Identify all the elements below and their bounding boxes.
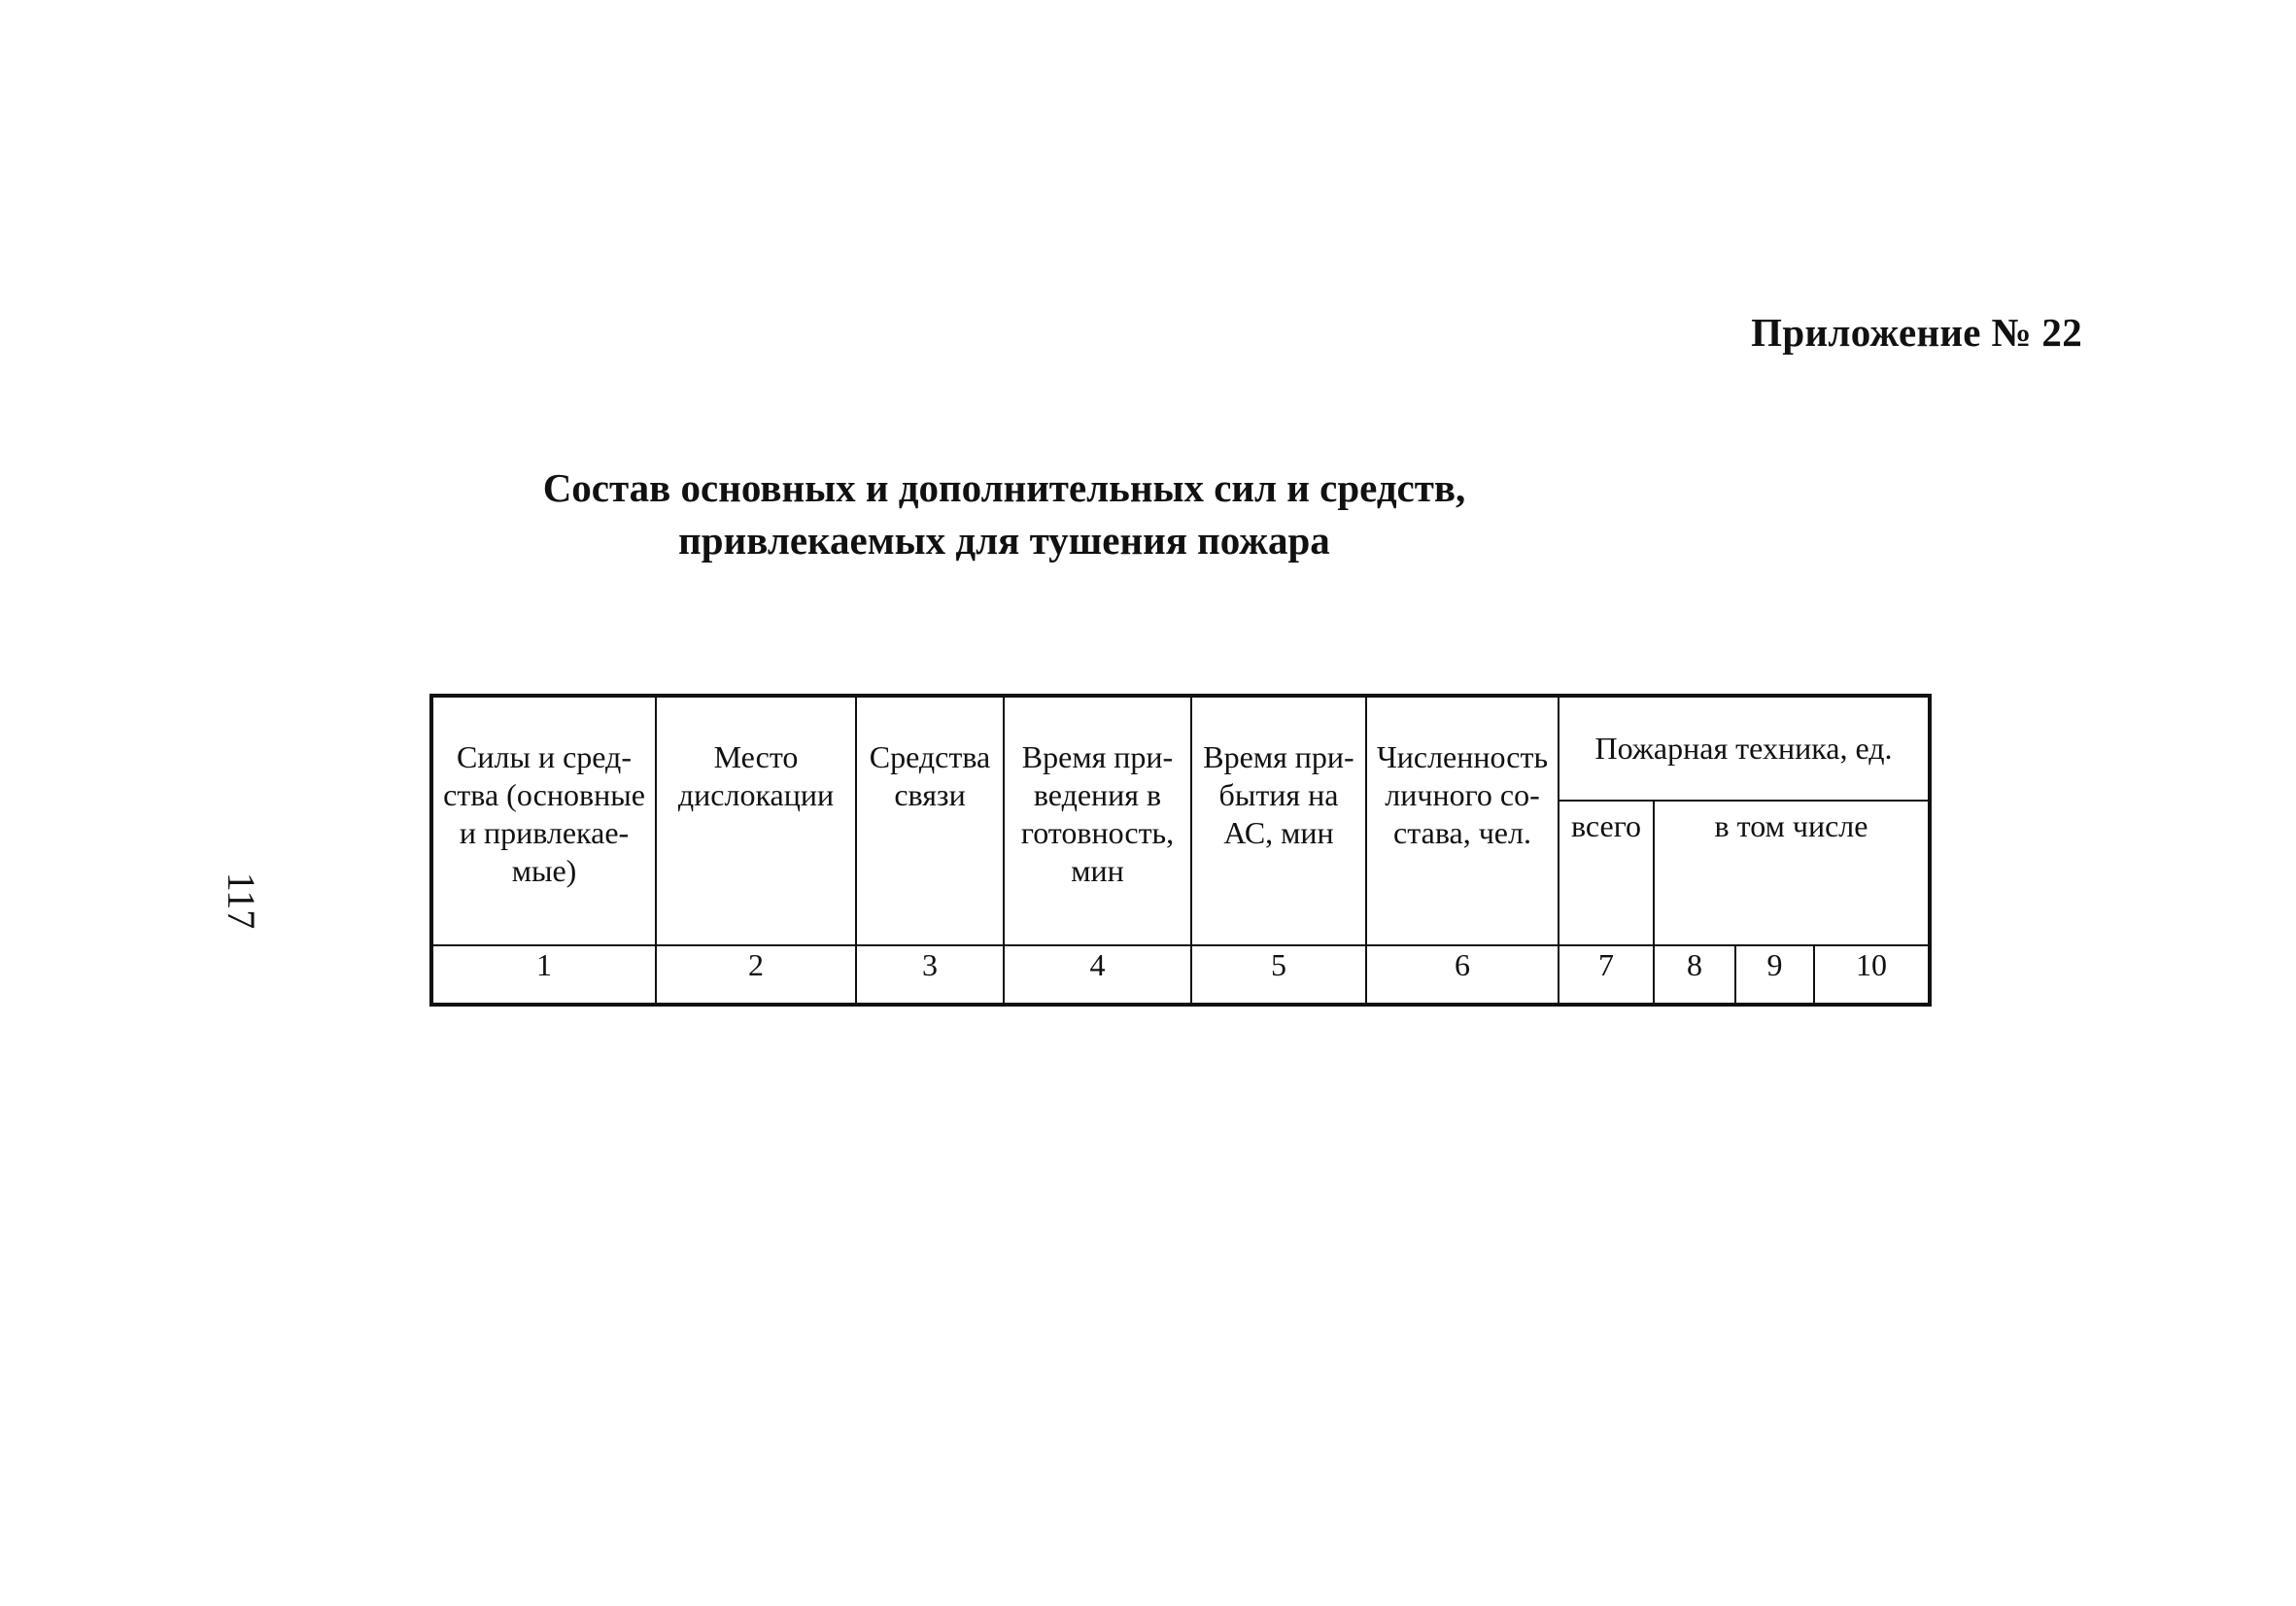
column-number: 1: [431, 945, 656, 1005]
column-number: 2: [656, 945, 856, 1005]
appendix-label: Приложение № 22: [1751, 310, 2082, 355]
header-total: всего: [1559, 801, 1654, 945]
forces-table: [429, 694, 1932, 1007]
header-location: Место дислокации: [656, 696, 856, 945]
column-number: 6: [1366, 945, 1559, 1005]
column-number: 7: [1559, 945, 1654, 1005]
header-fire-equipment: Пожарная техника, ед.: [1559, 696, 1930, 801]
column-number: 10: [1814, 945, 1930, 1005]
column-number: 9: [1735, 945, 1814, 1005]
column-number: 4: [1004, 945, 1191, 1005]
title-line-1: Состав основных и дополнительных сил и средств,: [542, 465, 1466, 510]
column-number: 5: [1191, 945, 1366, 1005]
title-line-2: привлекаемых для тушения пожара: [678, 518, 1330, 563]
header-personnel: Численность личного со- става, чел.: [1366, 696, 1559, 945]
page-number: 117: [220, 871, 263, 930]
header-communication: Средства связи: [856, 696, 1004, 945]
header-readiness-time: Время при- ведения в готовность, мин: [1004, 696, 1191, 945]
header-arrival-time: Время при- бытия на АС, мин: [1191, 696, 1366, 945]
header-forces: Силы и сред- ства (основные и привлекае- мые): [431, 696, 656, 945]
column-number: 8: [1654, 945, 1735, 1005]
page-title: [0, 461, 2152, 566]
header-including: в том числе: [1654, 801, 1930, 945]
column-number: 3: [856, 945, 1004, 1005]
